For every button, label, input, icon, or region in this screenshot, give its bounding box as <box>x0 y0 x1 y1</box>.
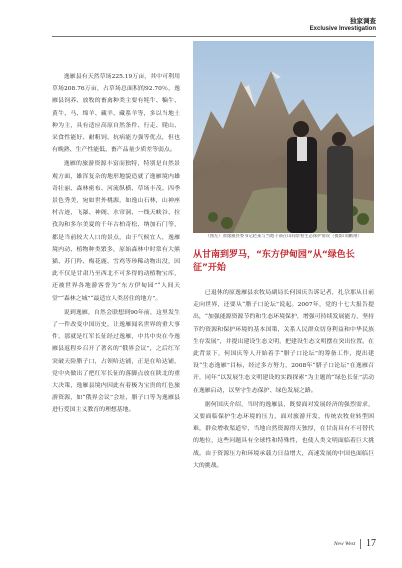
paragraph: 已退休的原逸雁县农牧局副局长何国庆告诉记者，扎尕那从日前走向世界，还要从“腊子口论坛”说起。2007年，党的十七大报告提出，“加强能源资源节约和生态环境保护，增强可持续发展能力，坚持节约资源和保护环境的基本国策，关系人民群众切身利益和中华民族生存发展”，并提出建设生态文明，把建设生态文明摆在突出位置。在此背景下，何国庆等人开始着手“腊子口论坛”的筹备工作，提出建设“生态逸雁”目标，经过多方努力，2008年“腊子口论坛”在逸雁召开，同年“以发展生态文明建设的实践探索”为主题的“绿色长征”活动在逸雁启动，以坚守生态保护、绿色发展之路。 <box>193 290 374 394</box>
section-subheading: 从甘南到罗马，“东方伊甸园”从“绿色长征”开始 <box>193 250 355 273</box>
section-title-cn: 独家调查 <box>350 17 376 25</box>
paragraph: 据何国庆介绍，当时的逸雁县，既要面对发展经济的强烈需求，又要面临保护生态环境的压力，面对旅游开发，传统农牧业转型困难，群众增收渠道窄，当地自然资源得天独厚，在甘南具有不可替代的地位，这些问题具有全球性和特殊性，也使人类文明面临着巨大挑战。由于资源压力和环境承载力日益增大，高速发展的中国也面临巨大的挑战。 <box>193 401 374 469</box>
section-header <box>310 17 376 33</box>
article-photo <box>193 41 374 233</box>
publication-name: New West <box>333 540 356 547</box>
left-column <box>52 71 180 417</box>
header-divider <box>52 36 376 37</box>
paragraph: 说到逸雁，自然会联想到90年前，这里发生了一件改变中国历史，让逸雁闻名世界的重大事件，那就是红军长征经过逸雁，中共中央在今逸雁县返程乡召开了著名的“俄界会议”，之后红军突破天险腊子口，占领哈达铺，正是在哈达铺，党中央做出了把红军长征的落脚点放在陕北的重大决策，逸雁县境内因此有着极为宝贵的红色旅游资源，如“俄界会议”会址，腊子口等为逸雁县进行爱国主义教育的理想基地。 <box>52 309 180 414</box>
page-footer <box>334 538 376 549</box>
paragraph: 逸雁的旅游资源丰富而独特，特别是自然景观方面，雄浑复杂的地形地貌造就了逸雁境内雄奇壮丽、森林密布、河流纵横、草场丰茂、四季景色秀美，宛如世外桃源，如逸山石林，山神座村古迹，飞瀑、神阁、水帘洞、一线天峡谷、拉孜沟和多尔美夏的千年古柏奇松、纳加石门等，都是当前较大人口的景点，由于气候宜人，逸雁境内动、植物种类繁多，原始森林中时常有大熊猫、苏门羚、梅花鹿、雪鸡等珍稀动物出没，因此不仅是甘肃乃至西北不可多得的动植物宝库，还被世界各地游客誉为“东方伊甸园”“人间天堂”“森林之城”“最适宜人类居住的地方”。 <box>52 161 180 302</box>
paragraph: 逸雁县有天然草场225.19万亩，其中可利用草场208.76万亩，占草场总面积的92.70％，逸雁县饲养、放牧的畜禽种类主要有牦牛、犏牛、黄牛、马、绵羊、藏羊、藏系羊等，多以当地土种为主，具有适应高原自然条件、行走、爬山、采食性能好、耐粗饲、抗病能力强等优点，但也有晚熟、生产性能低、畜产品量少质差等弱点。 <box>52 74 180 154</box>
photo-caption: （图左）原逸雁县委书记赵某与当地干部在山间察看生态保护情况（摄影/刘鹏翔） <box>205 234 362 239</box>
footer-divider <box>360 539 361 549</box>
page-number: 17 <box>366 538 376 549</box>
right-column <box>193 287 374 472</box>
section-title-en: Exclusive Investigation <box>309 26 376 32</box>
mountain-landscape-image <box>193 41 374 233</box>
